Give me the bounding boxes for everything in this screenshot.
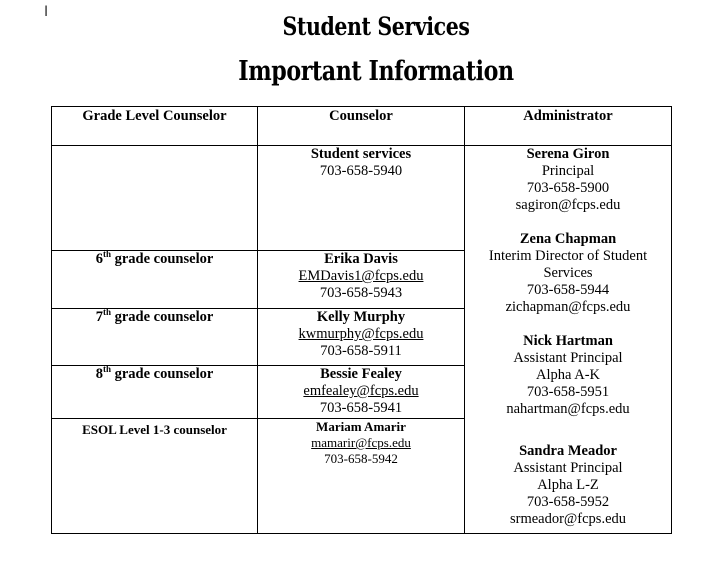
counselor-name: Kelly Murphy xyxy=(316,309,406,325)
table-header-row xyxy=(52,107,672,146)
counselor-name: Erika Davis xyxy=(324,251,398,267)
grade-level-cell: ESOL Level 1-3 counselor xyxy=(52,419,258,534)
header-counselor: Counselor xyxy=(258,107,465,146)
admin-email: sagiron@fcps.edu xyxy=(515,197,621,213)
counselor-phone: 703-658-5943 xyxy=(319,285,403,301)
document-subtitle: Important Information xyxy=(238,56,514,87)
counselor-email-link[interactable]: EMDavis1@fcps.edu xyxy=(298,268,424,284)
student-services-phone: 703-658-5940 xyxy=(319,163,403,179)
admin-email: srmeador@fcps.edu xyxy=(509,511,627,527)
empty-cell xyxy=(52,146,258,251)
admin-alpha: Alpha A-K xyxy=(535,367,601,383)
counselor-cell xyxy=(258,309,465,366)
grade-level-cell: 8th grade counselor xyxy=(52,366,258,419)
admin-phone: 703-658-5900 xyxy=(526,180,610,196)
counselor-cell xyxy=(258,419,465,534)
counselor-email-link[interactable]: kwmurphy@fcps.edu xyxy=(298,326,424,342)
admin-block xyxy=(468,146,668,214)
counselor-phone: 703-658-5941 xyxy=(319,400,403,416)
admin-role: Assistant Principal xyxy=(513,350,623,366)
counselor-cell xyxy=(258,251,465,309)
student-services-label: Student services xyxy=(310,146,412,162)
admin-phone: 703-658-5944 xyxy=(526,282,610,298)
table-row xyxy=(52,146,672,251)
admin-name: Sandra Meador xyxy=(519,443,617,459)
admin-block xyxy=(468,443,668,528)
counselor-email-link[interactable]: emfealey@fcps.edu xyxy=(303,383,419,399)
admin-role: Assistant Principal xyxy=(513,460,623,476)
document-title: Student Services xyxy=(282,12,470,41)
counselor-cell xyxy=(258,366,465,419)
student-services-cell xyxy=(258,146,465,251)
admin-block xyxy=(468,231,668,316)
counselor-email-link[interactable]: mamarir@fcps.edu xyxy=(311,435,411,450)
admin-name: Zena Chapman xyxy=(519,231,617,247)
counselor-name: Bessie Fealey xyxy=(320,366,402,382)
grade-level-cell: 7th grade counselor xyxy=(52,309,258,366)
counselor-name: Mariam Amarir xyxy=(316,419,406,434)
counselor-phone: 703-658-5911 xyxy=(320,343,402,359)
admin-name: Nick Hartman xyxy=(523,333,613,349)
admin-phone: 703-658-5951 xyxy=(526,384,610,400)
admin-email: zichapman@fcps.edu xyxy=(505,299,631,315)
administrators-cell xyxy=(465,146,672,534)
admin-phone: 703-658-5952 xyxy=(526,494,610,510)
admin-email: nahartman@fcps.edu xyxy=(506,401,630,417)
admin-name: Serena Giron xyxy=(526,146,610,162)
admin-role: Interim Director of Student Services xyxy=(488,248,648,281)
contact-table xyxy=(51,106,672,534)
header-grade-level: Grade Level Counselor xyxy=(52,107,258,146)
header-administrator: Administrator xyxy=(465,107,672,146)
admin-alpha: Alpha L-Z xyxy=(537,477,599,493)
counselor-phone: 703-658-5942 xyxy=(324,451,398,466)
text-cursor-icon: I xyxy=(44,4,49,20)
grade-level-cell: 6th grade counselor xyxy=(52,251,258,309)
admin-role: Principal xyxy=(541,163,595,179)
admin-block xyxy=(468,333,668,418)
